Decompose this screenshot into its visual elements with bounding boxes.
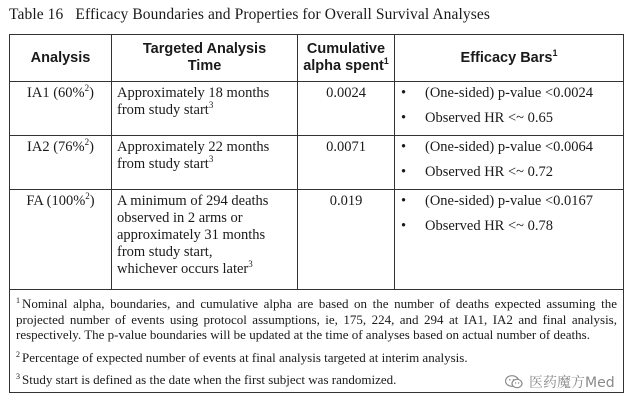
list-item: • (One-sided) p-value <0.0024 bbox=[401, 85, 619, 102]
list-item: • Observed HR <~ 0.72 bbox=[401, 164, 619, 181]
list-item: • Observed HR <~ 0.78 bbox=[401, 218, 619, 235]
header-row bbox=[10, 35, 624, 82]
analysis-cell: IA2 (76%$^2$) bbox=[10, 136, 112, 190]
alpha-cell: 0.019 bbox=[298, 190, 395, 290]
efficacy-table bbox=[9, 34, 624, 393]
list-item: • (One-sided) p-value <0.0064 bbox=[401, 139, 619, 156]
list-item: • (One-sided) p-value <0.0167 bbox=[401, 193, 619, 210]
watermark bbox=[505, 372, 615, 392]
time-cell: Approximately 22 months from study start$^3$ bbox=[112, 136, 298, 190]
bars-cell bbox=[395, 190, 624, 290]
table-row bbox=[10, 136, 624, 190]
time-cell: A minimum of 294 deaths observed in 2 arms or approximately 31 months from study start, whichever occurs later$^3$ bbox=[112, 190, 298, 290]
analysis-cell: IA1 (60%$^2$) bbox=[10, 82, 112, 136]
header-cumulative-alpha: Cumulative alpha spent$^1$ bbox=[298, 35, 395, 82]
footnote: $^3$ Study start is defined as the date when the first subject was randomized. bbox=[16, 372, 397, 387]
table-row bbox=[10, 82, 624, 136]
alpha-cell: 0.0024 bbox=[298, 82, 395, 136]
analysis-cell: FA (100%$^2$) bbox=[10, 190, 112, 290]
header-analysis: Analysis bbox=[10, 35, 112, 82]
bars-cell bbox=[395, 136, 624, 190]
table-caption bbox=[9, 6, 490, 24]
list-item: • Observed HR <~ 0.65 bbox=[401, 110, 619, 127]
header-targeted-time: Targeted Analysis Time bbox=[112, 35, 298, 82]
table-row bbox=[10, 190, 624, 290]
time-cell: Approximately 18 months from study start$^3$ bbox=[112, 82, 298, 136]
header-efficacy-bars: Efficacy Bars$^1$ bbox=[395, 35, 624, 82]
watermark-text: 医药魔方Med bbox=[529, 375, 615, 391]
footnote: $^1$ Nominal alpha, boundaries, and cumulative alpha are based on the number of deaths expected assuming the projected number of events using protocol assumptions, ie, 175, 224, and 294 at IA1, IA2 and final analysis, respectively. The p-value boundaries will be updated at the time of analyses based on actual number of deaths. bbox=[16, 296, 617, 342]
table-number: Table 16 bbox=[9, 6, 64, 23]
footnote: $^2$ Percentage of expected number of events at final analysis targeted at interim analysis. bbox=[16, 349, 468, 365]
table-title: Efficacy Boundaries and Properties for Overall Survival Analyses bbox=[75, 6, 490, 23]
bars-cell bbox=[395, 82, 624, 136]
alpha-cell: 0.0071 bbox=[298, 136, 395, 190]
wechat-icon bbox=[505, 375, 523, 389]
